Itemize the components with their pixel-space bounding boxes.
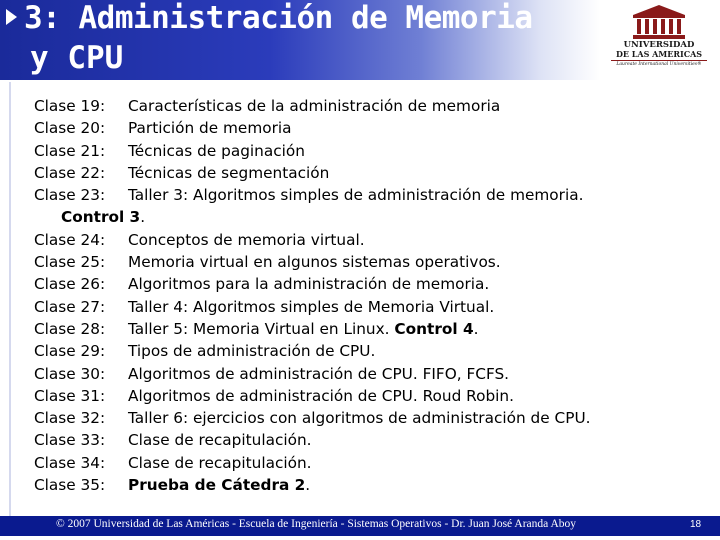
list-item (34, 340, 714, 362)
university-columns-logo-icon (629, 4, 689, 40)
class-description: Clase de recapitulación. (128, 431, 312, 450)
list-item (34, 474, 714, 496)
class-description: Características de la administración de memoria (128, 97, 501, 115)
list-item (34, 95, 714, 117)
class-number: Clase 30: (34, 364, 106, 383)
class-number: Clase 20: (34, 119, 106, 138)
class-number: Clase 21: (34, 141, 106, 160)
class-description: Taller 4: Algoritmos simples de Memoria Virtual. (128, 297, 495, 316)
class-description: Taller 5: Memoria Virtual en Linux. (128, 319, 390, 338)
class-description: Algoritmos de administración de CPU. FIFO, FCFS. (128, 364, 510, 383)
class-punctuation: . (305, 476, 311, 495)
class-number: Clase 35: (34, 476, 106, 495)
list-item (34, 296, 714, 318)
class-description: Técnicas de segmentación (128, 163, 330, 182)
list-item (34, 117, 714, 139)
list-item (34, 363, 714, 385)
class-punctuation: . (140, 208, 146, 227)
class-description: Tipos de administración de CPU. (128, 342, 376, 361)
list-item (34, 407, 714, 429)
class-description: Clase de recapitulación. (128, 453, 312, 472)
class-number: Clase 19: (34, 97, 106, 115)
class-number: Clase 25: (34, 253, 106, 272)
footer-credits: © 2007 Universidad de Las Américas - Escuela de Ingeniería - Sistemas Operativos - Dr. Juan José Aranda Aboy (56, 518, 577, 530)
list-item (34, 429, 714, 451)
title-bar (0, 0, 600, 80)
list-item (34, 162, 714, 184)
university-logo (602, 4, 716, 78)
footer-bar (0, 516, 720, 536)
class-number: Clase 33: (34, 431, 106, 450)
list-item (34, 229, 714, 251)
class-number: Clase 26: (34, 275, 106, 294)
class-number: Clase 28: (34, 319, 106, 338)
class-number: Clase 34: (34, 453, 106, 472)
class-description: Algoritmos para la administración de memoria. (128, 275, 490, 294)
class-description: Algoritmos de administración de CPU. Roud Robin. (128, 386, 514, 405)
list-item (34, 184, 714, 206)
class-description: Taller 3: Algoritmos simples de administración de memoria. (128, 186, 584, 205)
class-number: Clase 24: (34, 230, 106, 249)
list-item-continuation (34, 206, 714, 228)
class-description: Taller 6: ejercicios con algoritmos de administración de CPU. (128, 409, 591, 428)
logo-text-line2: DE LAS AMERICAS (615, 49, 703, 59)
class-description: Partición de memoria (128, 119, 292, 138)
page-number: 18 (690, 519, 702, 530)
class-assessment: Control 3 (61, 208, 141, 227)
class-punctuation: . (473, 319, 479, 338)
class-number: Clase 27: (34, 297, 106, 316)
class-description: Conceptos de memoria virtual. (128, 230, 365, 249)
class-description: Memoria virtual en algunos sistemas operativos. (128, 253, 501, 272)
list-item (34, 140, 714, 162)
logo-text-line1: UNIVERSIDAD (623, 40, 695, 50)
logo-tagline: Laureate International Universities® (616, 62, 702, 67)
class-number: Clase 31: (34, 386, 106, 405)
class-number: Clase 29: (34, 342, 106, 361)
slide-title-line1: 3: Administración de Memoria (24, 0, 533, 36)
class-assessment: Control 4 (394, 319, 474, 338)
list-item (34, 273, 714, 295)
triangle-right-icon (6, 9, 17, 25)
list-item (34, 452, 714, 474)
class-number: Clase 32: (34, 409, 106, 428)
slide-title-line2: y CPU (30, 40, 124, 76)
class-description: Técnicas de paginación (128, 141, 305, 160)
class-number: Clase 23: (34, 186, 106, 205)
list-item (34, 318, 714, 340)
class-number: Clase 22: (34, 163, 106, 182)
list-item (34, 385, 714, 407)
class-list (34, 95, 714, 496)
left-divider (9, 82, 11, 516)
class-assessment: Prueba de Cátedra 2 (128, 476, 306, 495)
list-item (34, 251, 714, 273)
